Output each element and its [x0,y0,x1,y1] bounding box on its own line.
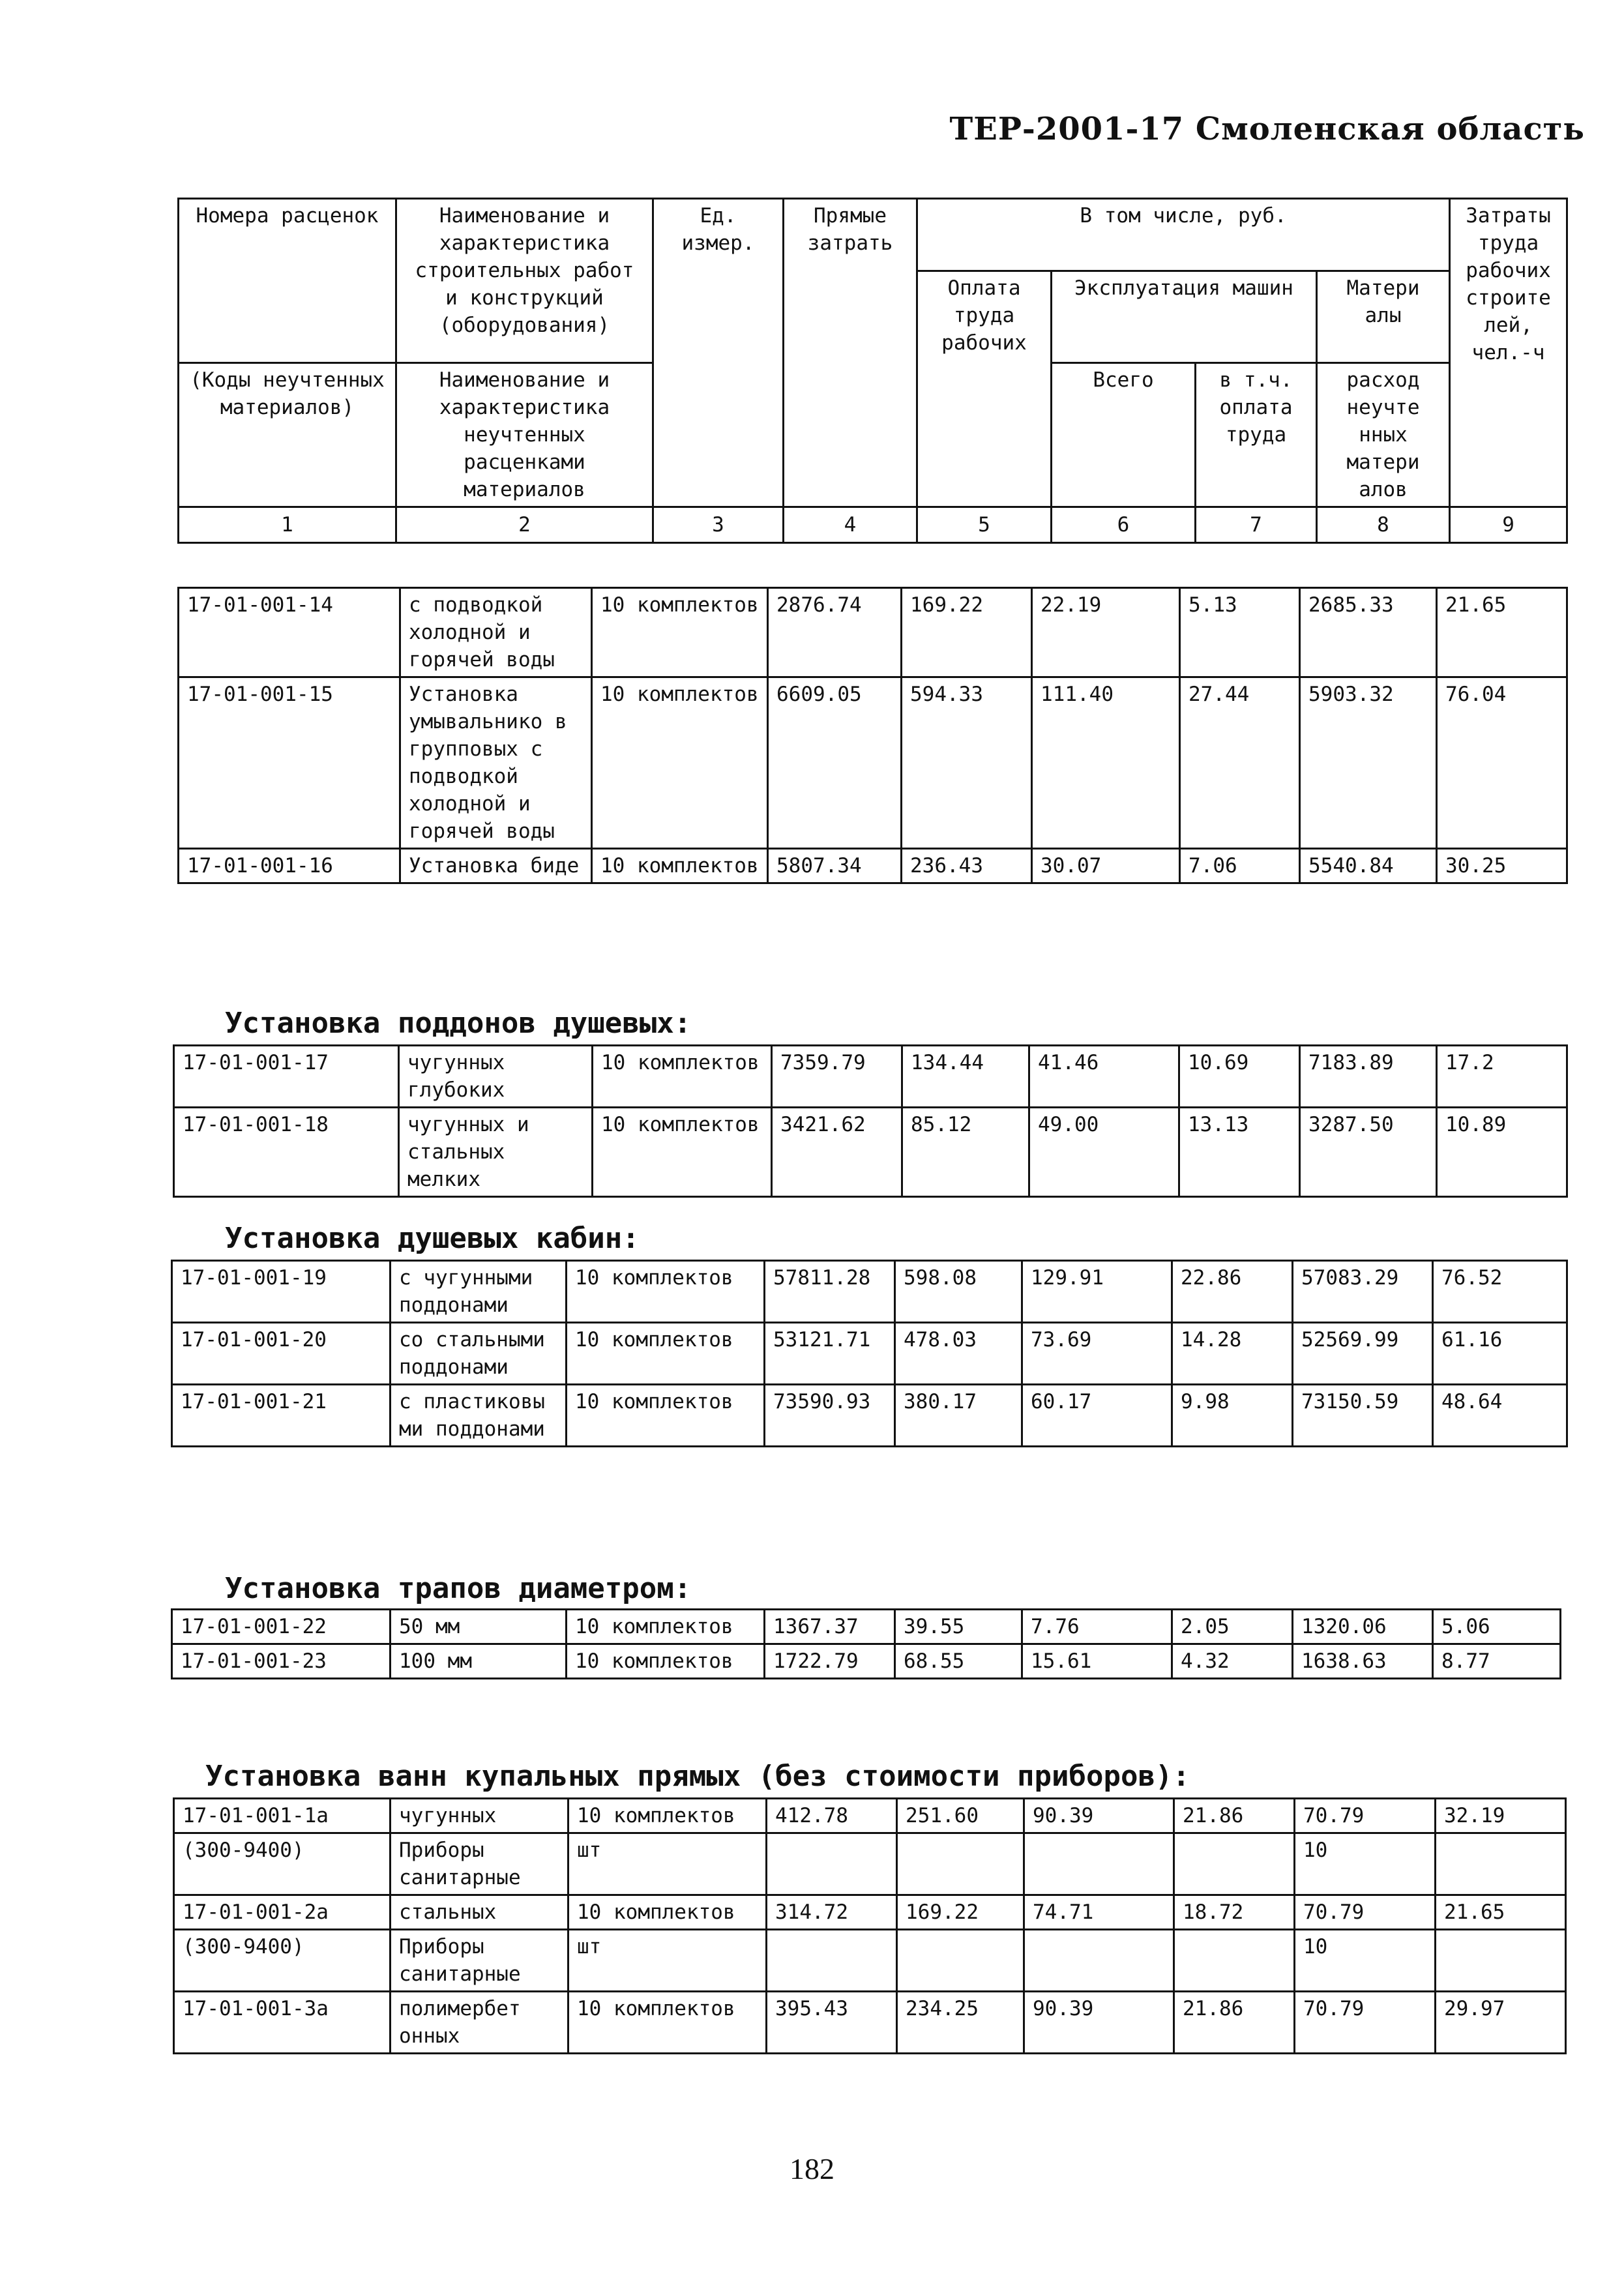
table-cell: 17-01-001-19 [172,1261,391,1323]
table-row [174,1930,1566,1992]
table-cell: 2685.33 [1300,588,1437,677]
table-row [172,1323,1567,1385]
header-material-codes: (Коды неучтенных материалов) [179,363,396,507]
table-cell: 73150.59 [1293,1385,1433,1447]
table-row [174,1108,1567,1197]
table-cell: (300-9400) [174,1833,391,1895]
table-cell: 1320.06 [1293,1610,1433,1644]
table-cell: 5807.34 [768,849,902,883]
table-cell: 76.52 [1433,1261,1567,1323]
table-cell: 57811.28 [765,1261,895,1323]
table-cell: 2.05 [1172,1610,1293,1644]
table-cell: 50 мм [391,1610,567,1644]
table-cell: 10 комплектов [592,677,768,849]
table-cell: 53121.71 [765,1323,895,1385]
table-cell: 21.65 [1437,588,1567,677]
table-cell: 8.77 [1433,1644,1561,1679]
table-cell: 15.61 [1022,1644,1172,1679]
table-cell: 10.69 [1179,1046,1300,1108]
table-cell: 22.19 [1032,588,1180,677]
section-heading: Установка трапов диаметром: [225,1572,692,1605]
table-cell: 10.89 [1437,1108,1567,1197]
table-cell: 1722.79 [765,1644,895,1679]
table-cell: 68.55 [895,1644,1022,1679]
table-cell: Установка биде [400,849,592,883]
table-cell: 4.32 [1172,1644,1293,1679]
table-cell: Установка умывальнико в групповых с подводкой холодной и горячей воды [400,677,592,849]
column-number: 5 [917,507,1052,543]
table-cell: 90.39 [1024,1992,1174,2054]
table-cell: 90.39 [1024,1799,1174,1833]
table-row [174,1046,1567,1108]
table-cell: (300-9400) [174,1930,391,1992]
table-cell: Приборы санитарные [391,1833,568,1895]
table-cell: 251.60 [897,1799,1024,1833]
table-cell: 10 комплектов [567,1385,765,1447]
column-number: 1 [179,507,396,543]
table-cell: с подводкой холодной и горячей воды [400,588,592,677]
table-cell: 111.40 [1032,677,1180,849]
column-number: 4 [784,507,917,543]
table-row [174,1799,1566,1833]
table-cell: 395.43 [767,1992,897,2054]
table-cell: с чугунными поддонами [391,1261,567,1323]
table-cell: с пластиковы ми поддонами [391,1385,567,1447]
table-cell: 73590.93 [765,1385,895,1447]
table-cell: 9.98 [1172,1385,1293,1447]
table-cell: 2876.74 [768,588,902,677]
table-cell: 3421.62 [772,1108,902,1197]
table-cell [897,1930,1024,1992]
table-cell [897,1833,1024,1895]
column-number: 2 [396,507,653,543]
rates-table-5 [173,1797,1567,2054]
table-cell: 412.78 [767,1799,897,1833]
table-cell: 314.72 [767,1895,897,1930]
table-cell: 1638.63 [1293,1644,1433,1679]
table-cell: 7359.79 [772,1046,902,1108]
table-cell: 21.65 [1436,1895,1566,1930]
table-cell: 134.44 [902,1046,1029,1108]
table-cell: 129.91 [1022,1261,1172,1323]
table-cell [1436,1833,1566,1895]
section-heading: Установка поддонов душевых: [225,1007,692,1040]
table-cell: 60.17 [1022,1385,1172,1447]
table-cell: 73.69 [1022,1323,1172,1385]
table-cell: 5540.84 [1300,849,1437,883]
table-cell: 17-01-001-23 [172,1644,391,1679]
table-cell: 100 мм [391,1644,567,1679]
rates-table-3 [171,1260,1568,1447]
table-cell: 76.04 [1437,677,1567,849]
table-cell: 478.03 [895,1323,1022,1385]
table-cell [1024,1833,1174,1895]
table-row [179,677,1567,849]
table-cell [767,1833,897,1895]
table-cell: 10 комплектов [568,1799,767,1833]
header-direct-costs: Прямые затрать [784,199,917,507]
table-cell: 17-01-001-21 [172,1385,391,1447]
table-cell: 5.13 [1180,588,1300,677]
table-cell: 598.08 [895,1261,1022,1323]
table-cell: 10 комплектов [593,1046,772,1108]
header-machines: Эксплуатация машин [1052,271,1317,363]
table-cell: 70.79 [1295,1992,1436,2054]
header-machines-total: Всего [1052,363,1196,507]
header-materials-usage: расход неучте нных матери алов [1317,363,1450,507]
header-material-names: Наименование и характеристика неучтенных расценками материалов [396,363,653,507]
table-cell: 32.19 [1436,1799,1566,1833]
table-cell: 70.79 [1295,1895,1436,1930]
column-number: 3 [653,507,784,543]
table-cell: 49.00 [1029,1108,1179,1197]
column-number: 6 [1052,507,1196,543]
table-row [172,1385,1567,1447]
table-cell: полимербет онных [391,1992,568,2054]
table-cell: 21.86 [1174,1799,1295,1833]
table-cell: 10 [1295,1930,1436,1992]
table-cell [1024,1930,1174,1992]
table-cell: шт [568,1833,767,1895]
header-unit: Ед. измер. [653,199,784,507]
table-cell: 17-01-001-20 [172,1323,391,1385]
table-cell: 17-01-001-16 [179,849,400,883]
rates-table-2 [173,1044,1568,1198]
table-cell: 17-01-001-15 [179,677,400,849]
table-cell: 17-01-001-3а [174,1992,391,2054]
table-cell: 21.86 [1174,1992,1295,2054]
table-cell: 380.17 [895,1385,1022,1447]
table-cell: 70.79 [1295,1799,1436,1833]
table-cell: 29.97 [1436,1992,1566,2054]
table-cell: 5.06 [1433,1610,1561,1644]
table-cell: 7183.89 [1300,1046,1437,1108]
table-cell: 17.2 [1437,1046,1567,1108]
table-cell: 10 комплектов [592,588,768,677]
column-number: 7 [1196,507,1317,543]
table-cell: 30.25 [1437,849,1567,883]
table-cell: 57083.29 [1293,1261,1433,1323]
table-cell: 10 комплектов [568,1992,767,2054]
table-cell: 10 комплектов [567,1644,765,1679]
table-cell: 169.22 [902,588,1032,677]
table-cell: чугунных и стальных мелких [399,1108,593,1197]
table-cell: чугунных глубоких [399,1046,593,1108]
table-cell: 17-01-001-22 [172,1610,391,1644]
table-cell: 27.44 [1180,677,1300,849]
table-cell: 39.55 [895,1610,1022,1644]
table-row [172,1261,1567,1323]
table-cell [1174,1833,1295,1895]
rates-table-1 [177,587,1568,884]
table-cell: 17-01-001-2а [174,1895,391,1930]
table-cell: 17-01-001-1а [174,1799,391,1833]
table-cell: 10 комплектов [567,1261,765,1323]
table-cell: 17-01-001-18 [174,1108,399,1197]
table-cell: 7.76 [1022,1610,1172,1644]
table-cell: 18.72 [1174,1895,1295,1930]
table-cell: 6609.05 [768,677,902,849]
table-cell: 10 [1295,1833,1436,1895]
table-cell: 10 комплектов [593,1108,772,1197]
table-cell: чугунных [391,1799,568,1833]
table-cell: со стальными поддонами [391,1323,567,1385]
header-table [177,198,1568,544]
table-cell [1436,1930,1566,1992]
table-cell: 5903.32 [1300,677,1437,849]
section-heading: Установка душевых кабин: [225,1222,640,1255]
document-title: ТЕР-2001-17 Смоленская область [949,111,1585,147]
table-cell [1174,1930,1295,1992]
table-cell: 236.43 [902,849,1032,883]
table-cell: 13.13 [1179,1108,1300,1197]
header-code: Номера расценок [179,199,396,363]
table-cell: 85.12 [902,1108,1029,1197]
table-cell: 61.16 [1433,1323,1567,1385]
table-cell: 52569.99 [1293,1323,1433,1385]
table-cell: 7.06 [1180,849,1300,883]
table-cell [767,1930,897,1992]
table-cell: 10 комплектов [592,849,768,883]
column-number: 9 [1450,507,1567,543]
table-cell: 30.07 [1032,849,1180,883]
table-cell: Приборы санитарные [391,1930,568,1992]
table-cell: 169.22 [897,1895,1024,1930]
page-number: 182 [790,2152,834,2185]
table-row [174,1833,1566,1895]
table-row [174,1895,1566,1930]
header-including: В том числе, руб. [917,199,1450,271]
table-cell: 41.46 [1029,1046,1179,1108]
table-cell: стальных [391,1895,568,1930]
table-cell: 17-01-001-17 [174,1046,399,1108]
table-cell: 3287.50 [1300,1108,1437,1197]
table-cell: 1367.37 [765,1610,895,1644]
header-name: Наименование и характеристика строительных работ и конструкций (оборудования) [396,199,653,363]
header-materials: Матери алы [1317,271,1450,363]
table-row [172,1610,1561,1644]
table-cell: 48.64 [1433,1385,1567,1447]
rates-table-4 [171,1608,1561,1679]
table-row [174,1992,1566,2054]
table-cell: 10 комплектов [567,1610,765,1644]
header-labor: Затраты труда рабочих строите лей, чел.-ч [1450,199,1567,507]
section-heading: Установка ванн купальных прямых (без стоимости приборов): [205,1760,1190,1793]
table-cell: 22.86 [1172,1261,1293,1323]
table-row [179,849,1567,883]
table-cell: 234.25 [897,1992,1024,2054]
table-row [172,1644,1561,1679]
table-cell: 14.28 [1172,1323,1293,1385]
table-cell: 74.71 [1024,1895,1174,1930]
table-cell: 10 комплектов [568,1895,767,1930]
table-cell: 17-01-001-14 [179,588,400,677]
table-cell: 10 комплектов [567,1323,765,1385]
header-machines-pay: в т.ч. оплата труда [1196,363,1317,507]
table-cell: шт [568,1930,767,1992]
table-cell: 594.33 [902,677,1032,849]
header-pay: Оплата труда рабочих [917,271,1052,507]
column-number: 8 [1317,507,1450,543]
table-row [179,588,1567,677]
